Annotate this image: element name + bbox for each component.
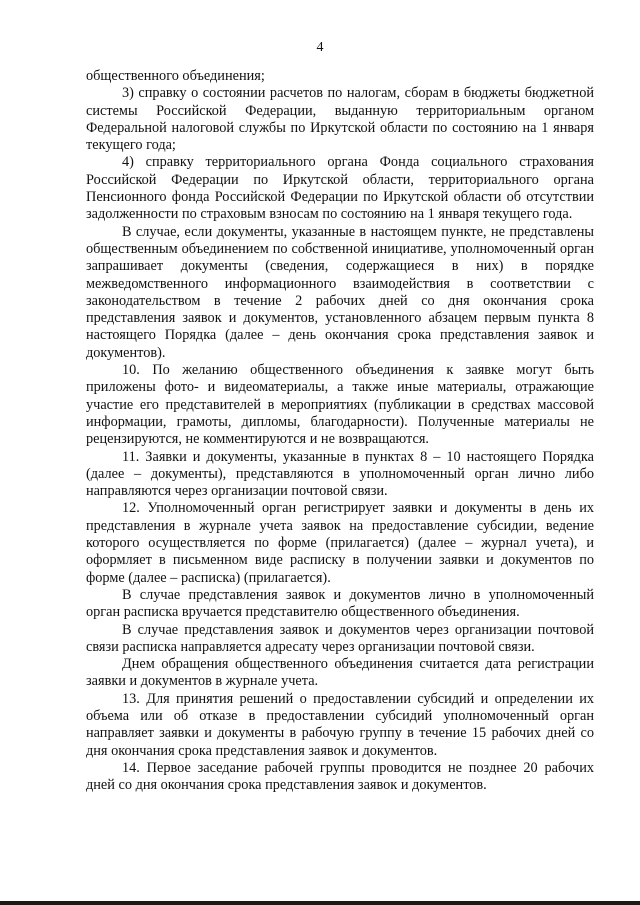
page-number: 4 <box>316 40 324 55</box>
paragraph-receipt-in-person: В случае представления заявок и документов лично в уполномоченный орган расписка вручается представителю общественного объединения. <box>86 586 594 621</box>
paragraph-continuation: общественного объединения; <box>86 68 265 84</box>
paragraph-clause-13: 13. Для принятия решений о предоставлении субсидий и определении их объема или об отказе в предоставлении субсидий уполномоченный орган направляет заявки и документы в рабочую группу в течение 15 рабочих дней со дня окончания срока представления заявок и документов. <box>86 690 594 759</box>
paragraph-clause-10: 10. По желанию общественного объединения к заявке могут быть приложены фото- и видеоматериалы, а также иные материалы, отражающие участие его представителей в мероприятиях (публикации в средствах массовой информации, грамоты, дипломы, благодарности). Полученные материалы не рецензируются, не комментируются и не возвращаются. <box>86 362 594 448</box>
paragraph-receipt-by-mail: В случае представления заявок и документов через организации почтовой связи расписка направляется адресату через организации почтовой связи. <box>86 621 594 655</box>
paragraph-clause-14: 14. Первое заседание рабочей группы проводится не позднее 20 рабочих дней со дня окончания срока представления заявок и документов. <box>86 759 594 794</box>
paragraph-interagency-request: В случае, если документы, указанные в настоящем пункте, не представлены общественным объединением по собственной инициативе, уполномоченный орган запрашивает документы (сведения, содержащиеся в них) в порядке межведомственного информационного взаимодействия в соответствии с законодательством в течение 2 рабочих дней со дня окончания срока представления заявок и документов, установленного абзацем первым пункта 8 настоящего Порядка (далее – день окончания срока представления заявок и документов). <box>86 223 594 361</box>
paragraph-item-3: 3) справку о состоянии расчетов по налогам, сборам в бюджеты бюджетной системы Российской Федерации, выданную территориальным органом Федеральной налоговой службы по Иркутской области по состоянию на 1 января текущего года; <box>86 85 594 154</box>
document-body <box>86 68 594 794</box>
paragraph-clause-12: 12. Уполномоченный орган регистрирует заявки и документы в день их представления в журнале учета заявок на предоставление субсидии, ведение которого осуществляется по форме (прилагается) (далее – журнал учета), и оформляет в письменном виде расписку в получении заявки и документов по форме (далее – расписка) (прилагается). <box>86 500 594 586</box>
paragraph-clause-11: 11. Заявки и документы, указанные в пунктах 8 – 10 настоящего Порядка (далее – документы), представляются в уполномоченный орган лично либо направляются через организации почтовой связи. <box>86 448 594 500</box>
scan-bottom-edge <box>0 901 640 905</box>
paragraph-item-4: 4) справку территориального органа Фонда социального страхования Российской Федерации по Иркутской области, территориального органа Пенсионного фонда Российской Федерации по Иркутской области об отсутствии задолженности по страховым взносам по состоянию на 1 января текущего года. <box>86 154 594 223</box>
paragraph-application-date: Днем обращения общественного объединения считается дата регистрации заявки и документов в журнале учета. <box>86 656 594 690</box>
